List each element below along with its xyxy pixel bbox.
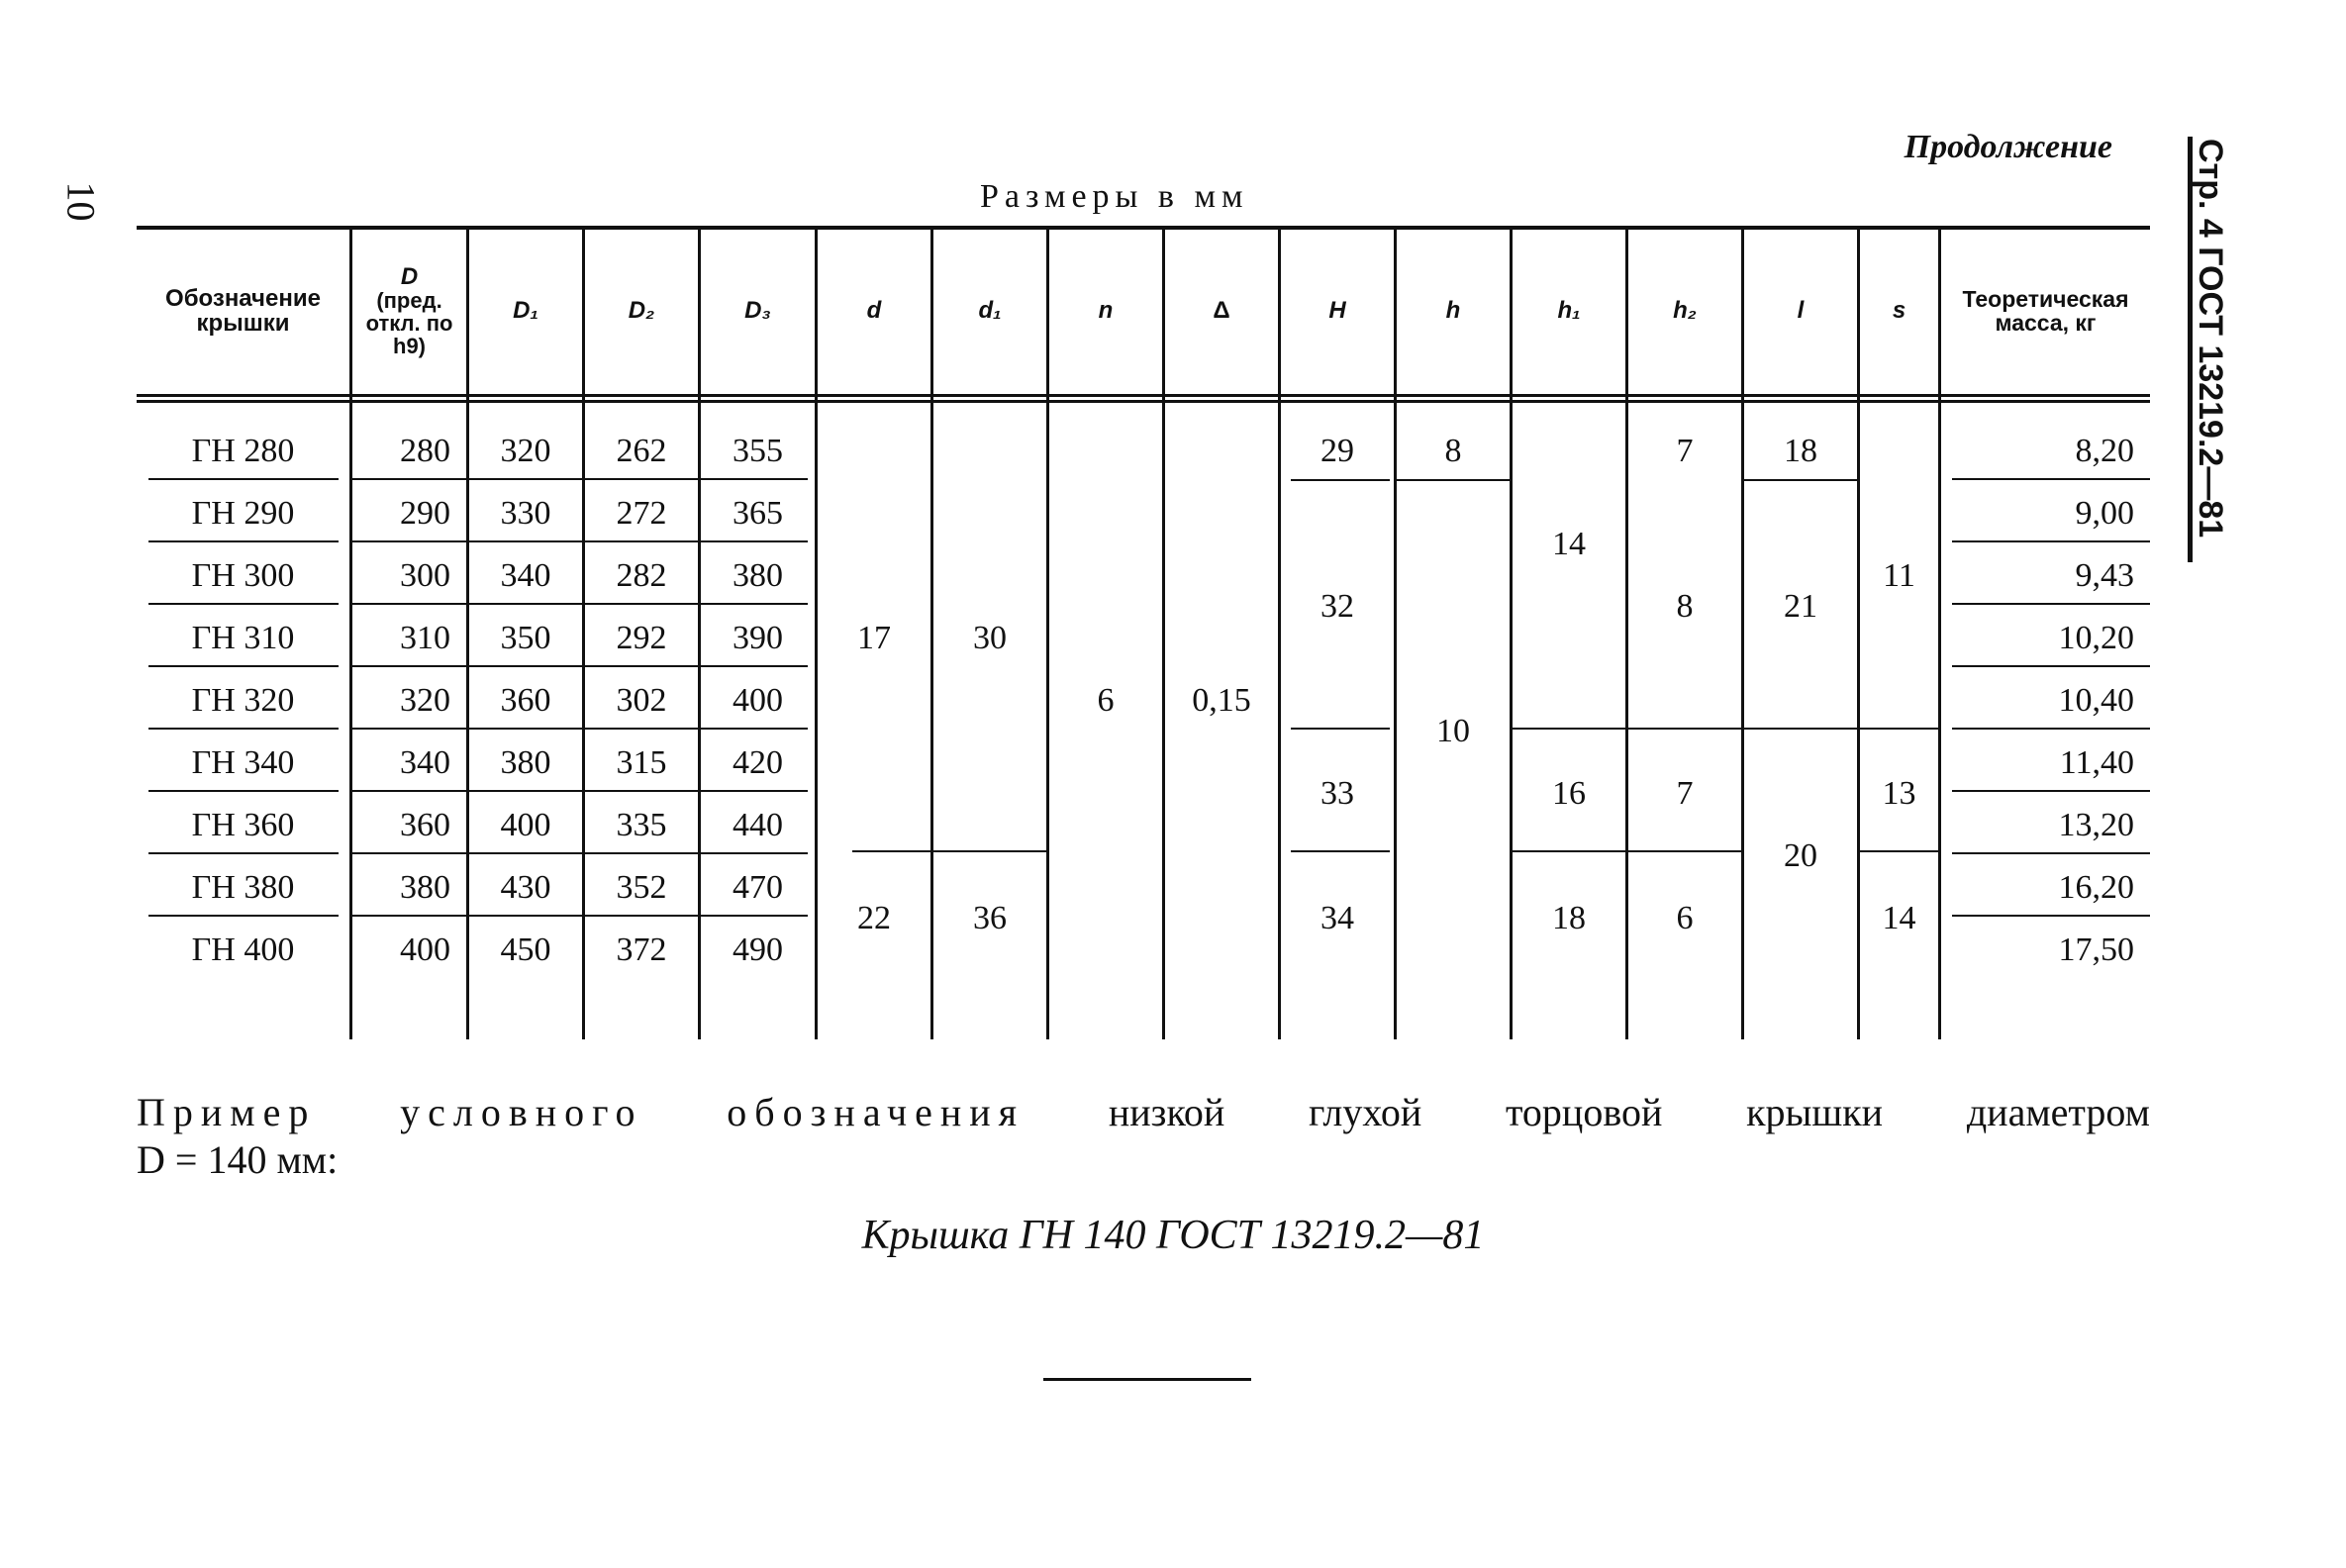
row-rule: [585, 915, 698, 917]
cell-d1: 320: [500, 432, 551, 469]
row-rule: [469, 478, 582, 480]
cell-d3: 490: [733, 931, 783, 968]
cell-mass: 11,40: [2059, 743, 2134, 781]
cell-designation: ГН 360: [191, 806, 295, 843]
rule: [1744, 479, 1857, 481]
cell-s-11: 11: [1883, 556, 1915, 594]
row-rule: [352, 915, 466, 917]
header-h: [1397, 228, 1510, 394]
example-word: торцовой: [1505, 1090, 1663, 1134]
cell-n: 6: [1097, 681, 1115, 719]
cell-mass: 9,00: [2075, 494, 2134, 532]
cell-d1-30: 30: [973, 619, 1007, 656]
dimensions-table: [137, 226, 2150, 1039]
row-rule: [1952, 790, 2150, 792]
header-l-text: l: [1797, 297, 1805, 325]
cell-d2: 302: [616, 681, 667, 719]
row-rule: [1952, 540, 2150, 542]
row-rule: [1952, 603, 2150, 605]
side-header: Стр. 4 ГОСТ 13219.2—81: [2192, 139, 2229, 539]
cell-d: 400: [400, 931, 450, 968]
continuation-label: Продолжение: [1904, 129, 2112, 165]
cell-d3: 365: [733, 494, 783, 532]
header-D3-text: D₃: [744, 297, 771, 325]
rule: [1291, 479, 1390, 481]
cell-d1-36: 36: [973, 900, 1007, 936]
header-mass: Теоретическая масса, кг: [1962, 285, 2129, 336]
units-caption: Размеры в мм: [980, 178, 1249, 215]
cell-s-13: 13: [1882, 775, 1916, 812]
row-rule: [148, 790, 339, 792]
row-rule: [1952, 852, 2150, 854]
row-rule: [148, 665, 339, 667]
cell-h1-16: 16: [1552, 775, 1586, 812]
cell-d3: 470: [733, 868, 783, 906]
cell-d2: 352: [616, 868, 667, 906]
cell-d: 340: [400, 743, 450, 781]
row-rule: [469, 915, 582, 917]
header-d-text: d: [866, 297, 882, 325]
header-H: [1281, 228, 1394, 394]
row-rule: [701, 540, 808, 542]
cell-d2: 292: [616, 619, 667, 656]
row-rule: [585, 478, 698, 480]
example-word: диаметром: [1966, 1090, 2150, 1134]
rule: [1513, 850, 1625, 852]
cell-s-14: 14: [1882, 900, 1916, 936]
row-rule: [1952, 478, 2150, 480]
cell-d: 280: [400, 432, 450, 469]
cell-d2: 272: [616, 494, 667, 532]
header-h1-text: h₁: [1557, 297, 1581, 325]
cell-d: 300: [400, 556, 450, 594]
cell-d-17: 17: [857, 619, 891, 656]
row-rule: [585, 603, 698, 605]
row-rule: [701, 665, 808, 667]
row-rule: [469, 790, 582, 792]
row-rule: [148, 915, 339, 917]
row-rule: [469, 665, 582, 667]
cell-d3: 355: [733, 432, 783, 469]
cell-mass: 10,40: [2058, 681, 2134, 719]
header-D-symbol: D: [400, 262, 419, 290]
cell-h2-8: 8: [1676, 588, 1694, 625]
cell-d1: 340: [500, 556, 551, 594]
cell-h1-18: 18: [1552, 900, 1586, 936]
cell-d1: 380: [500, 743, 551, 781]
example-designation: Крышка ГН 140 ГОСТ 13219.2—81: [861, 1213, 1485, 1258]
row-rule: [469, 728, 582, 730]
cell-H-33: 33: [1320, 775, 1354, 812]
cell-d2: 262: [616, 432, 667, 469]
example-word: Пример: [137, 1090, 317, 1134]
header-delta-text: Δ: [1213, 297, 1230, 325]
cell-d2: 315: [616, 743, 667, 781]
header-delta: [1165, 228, 1278, 394]
cell-d3: 420: [733, 743, 783, 781]
cell-d2: 335: [616, 806, 667, 843]
cell-mass: 13,20: [2058, 806, 2134, 843]
row-rule: [352, 603, 466, 605]
rule: [1513, 728, 1625, 730]
cell-designation: ГН 310: [191, 619, 295, 656]
row-rule: [469, 852, 582, 854]
cell-d3: 380: [733, 556, 783, 594]
cell-designation: ГН 300: [191, 556, 295, 594]
example-paragraph: [137, 1089, 2150, 1184]
header-l: [1744, 228, 1857, 394]
rule: [1291, 850, 1390, 852]
cell-h2-7b: 7: [1676, 775, 1694, 812]
cell-designation: ГН 400: [191, 931, 295, 968]
row-rule: [148, 603, 339, 605]
cell-d3: 400: [733, 681, 783, 719]
cell-l-18: 18: [1784, 432, 1817, 469]
cell-d2: 282: [616, 556, 667, 594]
cell-H-32: 32: [1320, 588, 1354, 625]
row-rule: [701, 728, 808, 730]
header-bottom-rule-2: [137, 400, 2150, 403]
row-rule: [1952, 728, 2150, 730]
header-D2: [585, 228, 698, 394]
cell-mass: 9,43: [2075, 556, 2134, 594]
header-h-text: h: [1445, 297, 1461, 325]
rule: [1628, 728, 1741, 730]
cell-d1: 450: [500, 931, 551, 968]
cell-mass: 17,50: [2058, 931, 2134, 968]
cell-designation: ГН 380: [191, 868, 295, 906]
cell-l-21: 21: [1784, 588, 1817, 625]
row-rule: [352, 728, 466, 730]
header-h2-text: h₂: [1673, 297, 1697, 325]
header-bottom-rule: [137, 394, 2150, 397]
header-n-text: n: [1098, 297, 1114, 325]
cell-d: 320: [400, 681, 450, 719]
example-word: низкой: [1108, 1090, 1225, 1134]
row-rule: [352, 852, 466, 854]
cell-d1: 430: [500, 868, 551, 906]
header-d: [818, 228, 930, 394]
cell-d3: 390: [733, 619, 783, 656]
row-rule: [1952, 665, 2150, 667]
example-word: крышки: [1746, 1090, 1884, 1134]
page-number: 10: [58, 181, 104, 222]
row-rule: [701, 603, 808, 605]
header-s: [1860, 228, 1938, 394]
rule: [1291, 728, 1390, 730]
cell-d: 310: [400, 619, 450, 656]
cell-mass: 8,20: [2075, 432, 2134, 469]
header-h2: [1628, 228, 1741, 394]
example-word: глухой: [1309, 1090, 1422, 1134]
header-D2-text: D₂: [628, 297, 655, 325]
header-s-text: s: [1892, 297, 1906, 325]
row-rule: [701, 852, 808, 854]
header-D-note: (пред. откл. по h9): [365, 287, 453, 359]
row-rule: [352, 478, 466, 480]
row-rule: [148, 728, 339, 730]
row-rule: [148, 478, 339, 480]
cell-h2-7a: 7: [1676, 432, 1694, 469]
row-rule: [701, 478, 808, 480]
example-line-2: D = 140 мм:: [137, 1137, 339, 1182]
cell-d2: 372: [616, 931, 667, 968]
cell-d1: 350: [500, 619, 551, 656]
row-rule: [352, 790, 466, 792]
rule: [1860, 728, 1938, 730]
cell-designation: ГН 340: [191, 743, 295, 781]
row-rule: [585, 790, 698, 792]
rule: [933, 850, 1046, 852]
rule: [1628, 850, 1741, 852]
row-rule: [352, 540, 466, 542]
row-rule: [469, 540, 582, 542]
cell-designation: ГН 280: [191, 432, 295, 469]
example-word: обозначения: [727, 1090, 1026, 1134]
cell-H-29: 29: [1320, 432, 1354, 469]
cell-mass: 10,20: [2058, 619, 2134, 656]
cell-d: 360: [400, 806, 450, 843]
cell-h2-6: 6: [1676, 900, 1694, 936]
rule: [852, 850, 930, 852]
cell-d1: 360: [500, 681, 551, 719]
row-rule: [701, 915, 808, 917]
header-D1: [469, 228, 582, 394]
row-rule: [701, 790, 808, 792]
row-rule: [352, 665, 466, 667]
cell-designation: ГН 290: [191, 494, 295, 532]
cell-l-20: 20: [1784, 837, 1817, 874]
header-D1-text: D₁: [513, 297, 538, 325]
rule: [1397, 479, 1510, 481]
cell-d-22: 22: [857, 900, 891, 936]
example-line-1: [137, 1089, 2150, 1136]
cell-delta: 0,15: [1192, 681, 1251, 719]
row-rule: [1952, 915, 2150, 917]
row-rule: [148, 852, 339, 854]
row-rule: [148, 540, 339, 542]
cell-d: 290: [400, 494, 450, 532]
header-h1: [1513, 228, 1625, 394]
header-D3: [701, 228, 815, 394]
rule: [1860, 850, 1938, 852]
header-n: [1049, 228, 1162, 394]
cell-d: 380: [400, 868, 450, 906]
cell-d1: 400: [500, 806, 551, 843]
cell-H-34: 34: [1320, 900, 1354, 936]
header-d1: [933, 228, 1046, 394]
header-designation: Обозначение крышки: [165, 284, 321, 337]
cell-h-10: 10: [1436, 713, 1470, 749]
cell-d1: 330: [500, 494, 551, 532]
row-rule: [585, 665, 698, 667]
row-rule: [585, 540, 698, 542]
cell-d3: 440: [733, 806, 783, 843]
header-D: [352, 228, 466, 394]
row-rule: [585, 852, 698, 854]
rule: [1744, 728, 1857, 730]
cell-h-8: 8: [1444, 432, 1462, 469]
end-rule: [1043, 1378, 1251, 1381]
cell-h1-14: 14: [1552, 526, 1586, 562]
row-rule: [469, 603, 582, 605]
cell-designation: ГН 320: [191, 681, 295, 719]
row-rule: [585, 728, 698, 730]
header-d1-text: d₁: [978, 297, 1002, 325]
cell-mass: 16,20: [2058, 868, 2134, 906]
header-H-text: H: [1328, 297, 1346, 325]
example-word: условного: [400, 1090, 643, 1134]
